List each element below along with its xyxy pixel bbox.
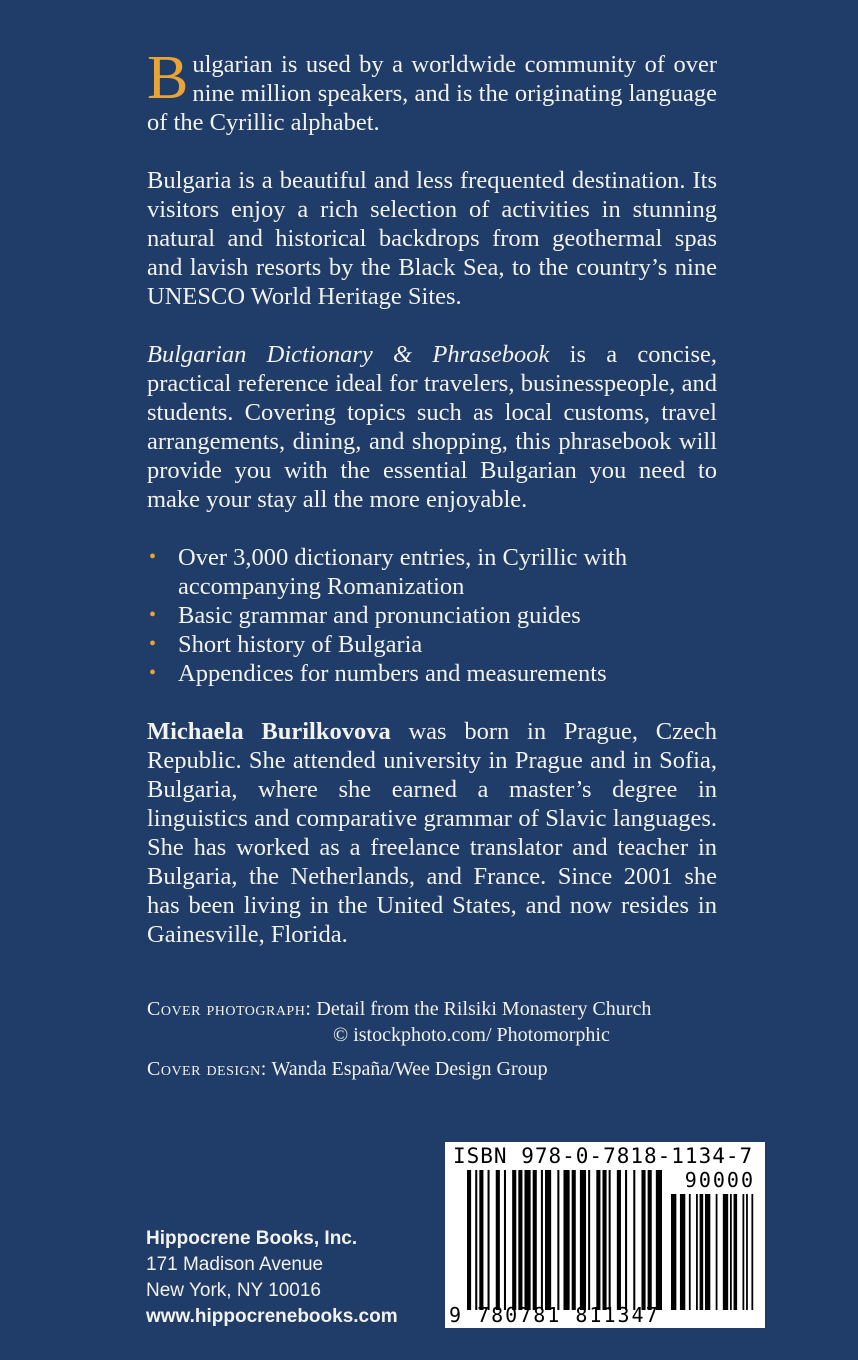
barcode-bar: [705, 1194, 710, 1310]
publisher-website: www.hippocrenebooks.com: [146, 1306, 398, 1327]
isbn-number: ISBN 978-0-7818-1134-7: [453, 1144, 754, 1168]
barcode-bar: [488, 1170, 490, 1310]
barcode-bar: [504, 1170, 506, 1310]
barcode-bar: [541, 1170, 543, 1310]
credits: [147, 996, 651, 1082]
barcode-bar: [700, 1194, 704, 1310]
publisher-name: Hippocrene Books, Inc.: [146, 1228, 358, 1249]
publisher-address-line2: New York, NY 10016: [146, 1280, 321, 1301]
barcode-bar: [633, 1170, 635, 1310]
publisher-address-line1: 171 Madison Avenue: [146, 1254, 324, 1275]
publisher-block: [146, 1226, 398, 1330]
back-cover-text: [147, 44, 717, 978]
intro-text: ulgarian is used by a worldwide community of over nine million speakers, and is the originating language of the Cyrillic alphabet.: [147, 51, 717, 136]
bullet-icon: •: [149, 604, 157, 626]
barcode-bar: [716, 1194, 718, 1310]
barcode-bars-icon: [467, 1170, 662, 1310]
intro-paragraph: [147, 44, 717, 137]
barcode-bar: [746, 1194, 748, 1310]
feature-item: • Basic grammar and pronunciation guides: [149, 602, 581, 629]
barcode-bar: [730, 1194, 732, 1310]
book-title: Bulgarian Dictionary & Phrasebook: [147, 341, 550, 368]
destination-paragraph: Bulgaria is a beautiful and less frequented destination. Its visitors enjoy a rich selection of activities in stunning natural and historical backdrops from geothermal spas and lavish resorts by the Black Sea, to the country’s nine UNESCO World Heritage Sites.: [147, 167, 717, 310]
author-bio: was born in Prague, Czech Republic. She attended university in Prague and in Sofia, Bulgaria, where she earned a master’s degree in linguistics and comparative grammar of Slavic languages. She has worked as a freelance translator and teacher in Bulgaria, the Netherlands, and France. Since 2001 she has been living in the United States, and now resides in Gainesville, Florida.: [147, 718, 717, 948]
barcode-bar: [602, 1170, 606, 1310]
bullet-icon: •: [149, 633, 157, 655]
photo-copyright: © istockphoto.com/ Photomorphic: [333, 1024, 610, 1046]
barcode-bar: [496, 1170, 500, 1310]
bullet-icon: •: [149, 546, 157, 568]
author-name: Michaela Burilkovova: [147, 718, 391, 745]
design-credit-text: Wanda España/Wee Design Group: [271, 1058, 548, 1080]
barcode-bar: [479, 1170, 483, 1310]
barcode-bar: [467, 1170, 471, 1310]
barcode-bar: [625, 1170, 627, 1310]
barcode-bar: [656, 1170, 662, 1310]
feature-item: • Short history of Bulgaria: [149, 631, 423, 658]
photo-credit: [147, 996, 651, 1022]
price-code: 90000: [684, 1168, 755, 1192]
barcode-bar: [742, 1194, 744, 1310]
design-credit: [147, 1056, 651, 1082]
barcode-bar: [518, 1170, 522, 1310]
barcode-bar: [609, 1170, 611, 1310]
barcode-bar: [524, 1170, 530, 1310]
book-description: is a concise, practical reference ideal for travelers, businesspeople, and students. Covering topics such as local customs, travel arrangements, dining, and shopping, this phrasebook will provide you with the essential Bulgarian you need to make your stay all the more enjoyable.: [147, 341, 717, 513]
bullet-icon: •: [149, 662, 157, 684]
barcode-bar: [648, 1170, 652, 1310]
barcode-bar: [671, 1194, 676, 1310]
barcode-bar: [545, 1170, 551, 1310]
isbn-barcode: [445, 1142, 765, 1328]
barcode-bar: [563, 1170, 569, 1310]
photo-credit-text: Detail from the Rilsiki Monastery Church: [316, 998, 652, 1020]
photo-credit-label: Cover photograph:: [147, 998, 312, 1020]
barcode-bar: [734, 1194, 738, 1310]
barcode-bar: [689, 1194, 691, 1310]
barcode-bar: [596, 1170, 600, 1310]
barcode-bar: [572, 1170, 576, 1310]
barcode-bar: [512, 1170, 516, 1310]
design-credit-label: Cover design:: [147, 1058, 267, 1080]
barcode-bar: [617, 1170, 621, 1310]
drop-cap: B: [147, 44, 189, 112]
barcode-bar: [680, 1194, 685, 1310]
feature-list: [147, 543, 717, 688]
barcode-bar: [588, 1170, 590, 1310]
book-paragraph: [147, 340, 717, 514]
barcode-bar: [696, 1194, 698, 1310]
barcode-bar: [723, 1194, 728, 1310]
feature-item: • Appendices for numbers and measurements: [149, 660, 607, 687]
author-paragraph: [147, 717, 717, 949]
barcode-addon-bars-icon: [671, 1194, 755, 1310]
barcode-digits: 9 780781 811347: [449, 1303, 660, 1327]
feature-item: • Over 3,000 dictionary entries, in Cyrillic with accompanying Romanization: [149, 544, 628, 600]
barcode-bar: [475, 1170, 477, 1310]
barcode-bar: [751, 1194, 753, 1310]
barcode-bar: [533, 1170, 537, 1310]
barcode-bar: [641, 1170, 645, 1310]
barcode-bar: [557, 1170, 559, 1310]
barcode-bar: [580, 1170, 586, 1310]
